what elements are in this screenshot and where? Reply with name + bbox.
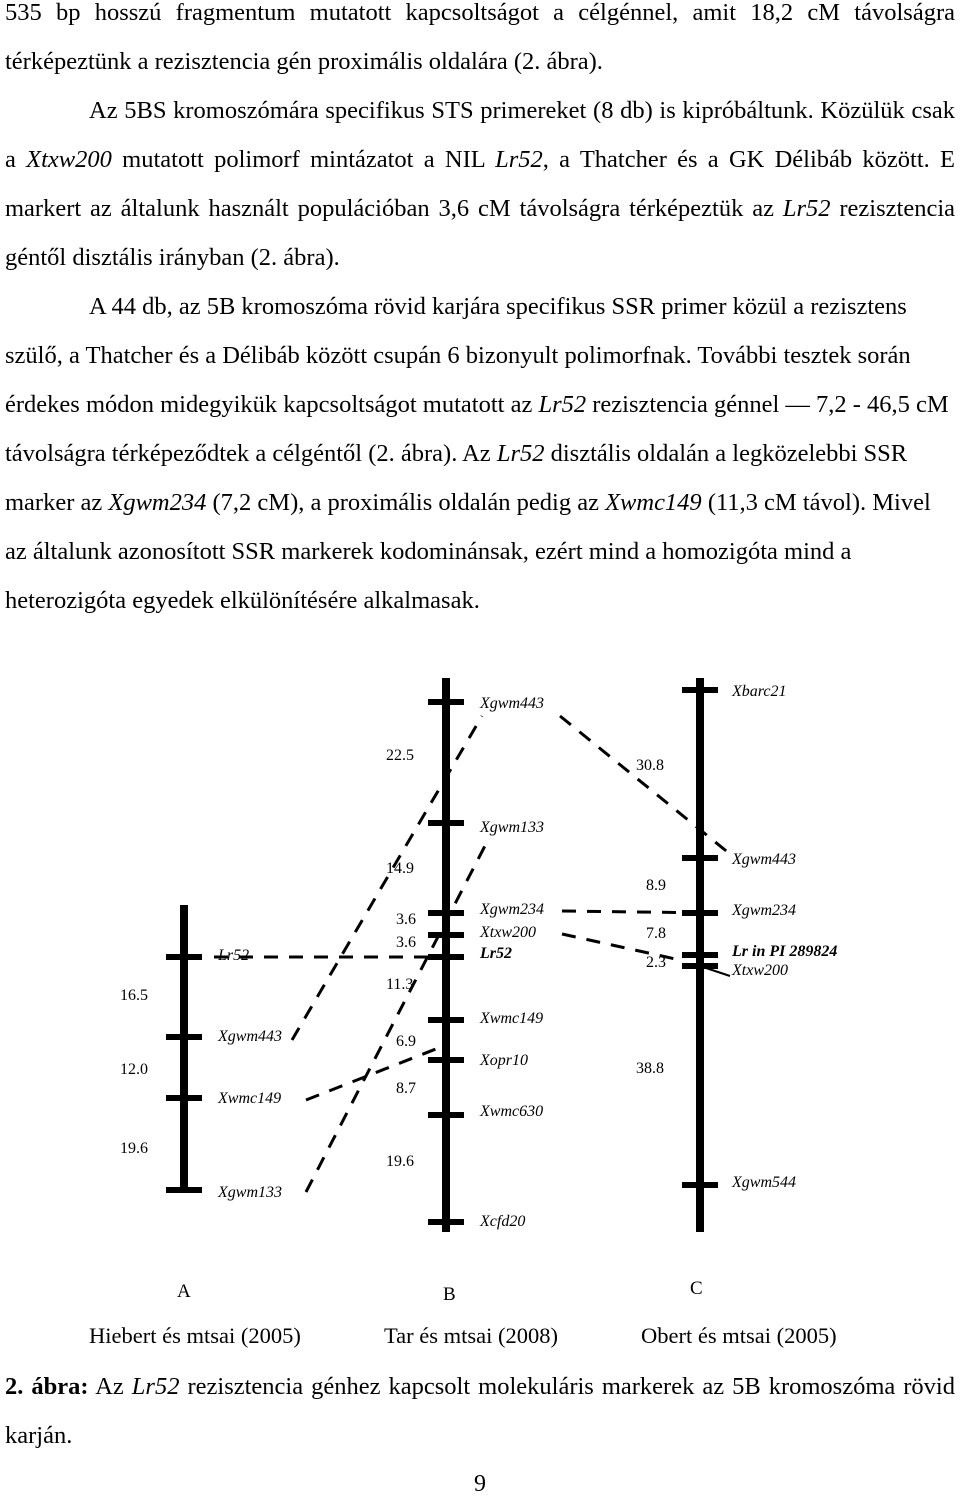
- body-text: [5, 0, 955, 625]
- gene-name: Lr52: [538, 391, 587, 418]
- map-label-b-xopr10: Xopr10: [480, 1052, 528, 1069]
- map-source: Hiebert és mtsai (2005): [89, 1323, 301, 1348]
- map-label-b-xtxw200: Xtxw200: [480, 924, 536, 941]
- gene-name: Lr52: [782, 195, 831, 222]
- connector-xgwm133: [306, 840, 488, 1192]
- map-label-c-d1: 30.8: [636, 757, 664, 774]
- page-number: 9: [474, 1471, 486, 1497]
- map-label-a-d2: 12.0: [120, 1061, 148, 1078]
- figure-caption: [5, 1362, 955, 1460]
- text-run: 535 bp hosszú fragmentum mutatott kapcsoltságot a célgénnel, amit 18,2 cM távolságra térképeztünk a rezisztencia gén proximális oldalára (2. ábra).: [5, 0, 955, 75]
- paragraph-2: [5, 86, 955, 282]
- map-label-c-lr: Lr in PI 289824: [732, 943, 838, 960]
- paragraph-3: [5, 282, 955, 625]
- text-run: , a Thatcher és a GK Délibáb között. E markert az általunk használt populációban 3,6 cM távolságra térképeztük az: [5, 146, 955, 222]
- gene-name: Xtxw200: [26, 146, 112, 173]
- text-run: A 44 db, az 5B kromoszóma rövid karjára specifikus SSR primer közül a rezisztens szülő, a Thatcher és a Délibáb között csupán 6 bizonyult polimorfnak. További tesztek során érdekes módon midegyikük kapcsoltságot mutatott az: [5, 293, 911, 418]
- text-run: rezisztencia géntől disztális irányban (2. ábra).: [5, 195, 955, 271]
- map-label-c-d2: 8.9: [646, 877, 666, 894]
- map-label-a-d1: 16.5: [120, 987, 148, 1004]
- map-letter: B: [443, 1284, 456, 1305]
- map-label-b-d5: 11.3: [386, 976, 414, 993]
- map-label-b-xgwm234: Xgwm234: [480, 901, 544, 918]
- map-label-b-xgwm133: Xgwm133: [480, 819, 544, 836]
- map-label-a-xgwm133: Xgwm133: [218, 1184, 282, 1201]
- map-label-a-xwmc149: Xwmc149: [218, 1090, 282, 1107]
- map-label-c-xbarc21: Xbarc21: [732, 683, 787, 700]
- map-label-c-xtxw200: Xtxw200: [732, 962, 788, 979]
- caption-post: rezisztencia génhez kapcsolt molekuláris markerek az 5B kromoszóma rövid karján.: [5, 1373, 955, 1449]
- map-source: Obert és mtsai (2005): [641, 1323, 837, 1348]
- map-source: Tar és mtsai (2008): [384, 1323, 559, 1348]
- map-letter: A: [177, 1281, 191, 1302]
- map-label-a-d3: 19.6: [120, 1140, 148, 1157]
- gene-name: Xwmc149: [605, 489, 702, 516]
- map-label-b-lr52: Lr52: [480, 945, 512, 962]
- map-label-a-xgwm443: Xgwm443: [218, 1028, 282, 1045]
- genetic-map-figure: [0, 670, 960, 1348]
- map-label-c-xgwm443: Xgwm443: [732, 851, 796, 868]
- connector-b-c-xgwm443: [560, 716, 730, 854]
- text-run: rezisztencia génnel — 7,2 - 46,5 cM távolságra térképeződtek a célgéntől (2. ábra). Az: [5, 391, 949, 467]
- text-run: disztális oldalán a legközelebbi SSR marker az: [5, 440, 908, 516]
- gene-name: Lr52: [495, 146, 543, 173]
- map-label-b-xcfd20: Xcfd20: [480, 1213, 526, 1230]
- map-label-b-xwmc149: Xwmc149: [480, 1010, 544, 1027]
- connector-xwmc149: [306, 1045, 446, 1100]
- connector-b-c-xgwm234: [562, 911, 718, 913]
- map-label-c-d5: 38.8: [636, 1060, 664, 1077]
- map-label-b-xgwm443: Xgwm443: [480, 695, 544, 712]
- gene-name: Xgwm234: [108, 489, 207, 516]
- caption-label: 2. ábra:: [5, 1373, 89, 1400]
- map-label-c-d4: 2.3: [646, 954, 666, 971]
- map-label-b-xwmc630: Xwmc630: [480, 1103, 544, 1120]
- map-label-b-d2: 14.9: [386, 860, 414, 877]
- caption-gene: Lr52: [131, 1373, 180, 1400]
- text-run: mutatott polimorf mintázatot a NIL: [111, 146, 496, 173]
- map-label-b-d1: 22.5: [386, 747, 414, 764]
- map-label-c-xgwm234: Xgwm234: [732, 902, 796, 919]
- map-label-b-d3: 3.6: [396, 911, 416, 928]
- map-label-c-xgwm544: Xgwm544: [732, 1174, 796, 1191]
- text-run: (11,3 cM távol). Mivel az általunk azonosított SSR markerek kodominánsak, ezért mind a homozigóta mind a heterozigóta egyedek elkülönítésére alkalmasak.: [5, 489, 931, 614]
- map-label-a-lr52: Lr52: [218, 947, 250, 964]
- text-run: (7,2 cM), a proximális oldalán pedig az: [206, 489, 606, 516]
- map-label-b-d7: 8.7: [396, 1080, 416, 1097]
- map-letter: C: [690, 1278, 703, 1299]
- caption-pre: Az: [88, 1373, 132, 1400]
- map-label-b-d4: 3.6: [396, 934, 416, 951]
- map-label-c-d3: 7.8: [646, 925, 666, 942]
- map-label-b-d8: 19.6: [386, 1153, 414, 1170]
- gene-name: Lr52: [496, 440, 545, 467]
- paragraph-1: [5, 0, 955, 86]
- text-run: Az 5BS kromoszómára specifikus STS primereket (8 db) is kipróbáltunk. Közülük csak a: [5, 97, 955, 173]
- map-label-b-d6: 6.9: [396, 1033, 416, 1050]
